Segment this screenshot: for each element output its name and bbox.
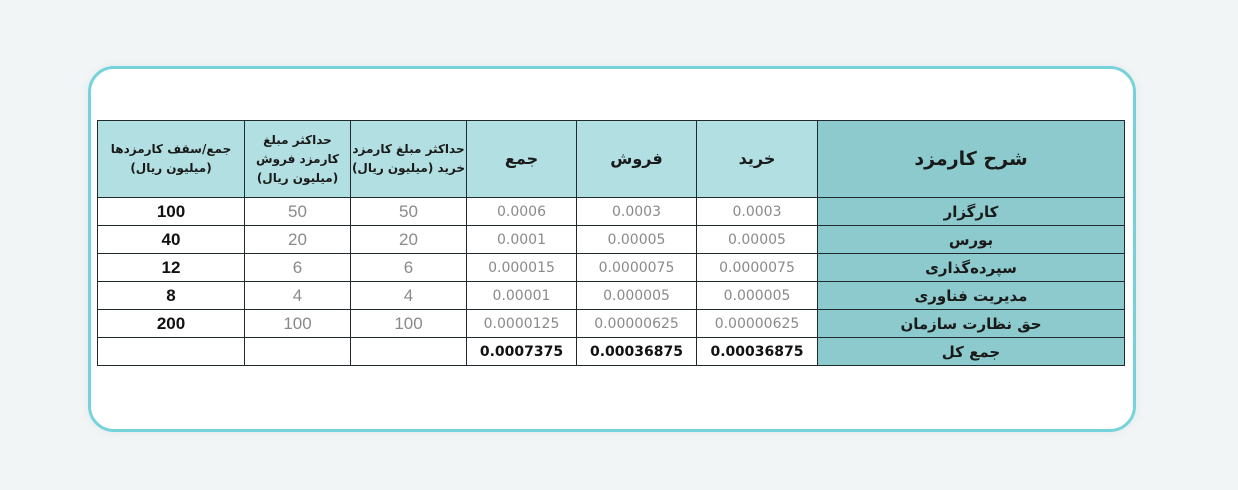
max-buy-cell: 50	[351, 198, 467, 226]
max-buy-cell: 6	[351, 254, 467, 282]
sell-cell: 0.000005	[577, 282, 697, 310]
header-sum: جمع	[467, 121, 577, 198]
header-sell: فروش	[577, 121, 697, 198]
sell-total-cell: 0.00036875	[577, 338, 697, 366]
total-cap-cell	[98, 338, 245, 366]
max-sell-cell: 6	[245, 254, 351, 282]
total-cap-cell: 12	[98, 254, 245, 282]
max-buy-cell	[351, 338, 467, 366]
buy-cell: 0.00005	[697, 226, 818, 254]
sum-total-cell: 0.0007375	[467, 338, 577, 366]
buy-cell: 0.0000075	[697, 254, 818, 282]
header-description: شرح کارمزد	[818, 121, 1125, 198]
sell-cell: 0.0000075	[577, 254, 697, 282]
max-buy-cell: 100	[351, 310, 467, 338]
sell-cell: 0.0003	[577, 198, 697, 226]
total-cap-cell: 200	[98, 310, 245, 338]
table-row	[98, 254, 1125, 282]
buy-cell: 0.00000625	[697, 310, 818, 338]
buy-total-cell: 0.00036875	[697, 338, 818, 366]
table-row	[98, 282, 1125, 310]
total-row	[98, 338, 1125, 366]
buy-cell: 0.000005	[697, 282, 818, 310]
header-total-cap: جمع/سقف کارمزدها (میلیون ریال)	[98, 121, 245, 198]
description-cell: بورس	[818, 226, 1125, 254]
max-sell-cell: 100	[245, 310, 351, 338]
max-sell-cell: 20	[245, 226, 351, 254]
max-sell-cell: 4	[245, 282, 351, 310]
sell-cell: 0.00000625	[577, 310, 697, 338]
description-cell: کارگزار	[818, 198, 1125, 226]
table-row	[98, 310, 1125, 338]
header-buy: خرید	[697, 121, 818, 198]
header-max-sell: حداکثر مبلغ کارمزد فروش (میلیون ریال)	[245, 121, 351, 198]
max-buy-cell: 20	[351, 226, 467, 254]
table-row	[98, 226, 1125, 254]
total-cap-cell: 100	[98, 198, 245, 226]
fee-table	[97, 120, 1125, 366]
max-sell-cell: 50	[245, 198, 351, 226]
max-buy-cell: 4	[351, 282, 467, 310]
sum-cell: 0.000015	[467, 254, 577, 282]
sum-cell: 0.0006	[467, 198, 577, 226]
total-cap-cell: 40	[98, 226, 245, 254]
description-cell: مدیریت فناوری	[818, 282, 1125, 310]
description-cell: سپرده‌گذاری	[818, 254, 1125, 282]
description-cell: حق نظارت سازمان	[818, 310, 1125, 338]
sum-cell: 0.0001	[467, 226, 577, 254]
header-row	[98, 121, 1125, 198]
max-sell-cell	[245, 338, 351, 366]
sum-cell: 0.00001	[467, 282, 577, 310]
total-cap-cell: 8	[98, 282, 245, 310]
description-cell: جمع کل	[818, 338, 1125, 366]
sum-cell: 0.0000125	[467, 310, 577, 338]
buy-cell: 0.0003	[697, 198, 818, 226]
header-max-buy: حداکثر مبلغ کارمزد خرید (میلیون ریال)	[351, 121, 467, 198]
sell-cell: 0.00005	[577, 226, 697, 254]
table-row	[98, 198, 1125, 226]
